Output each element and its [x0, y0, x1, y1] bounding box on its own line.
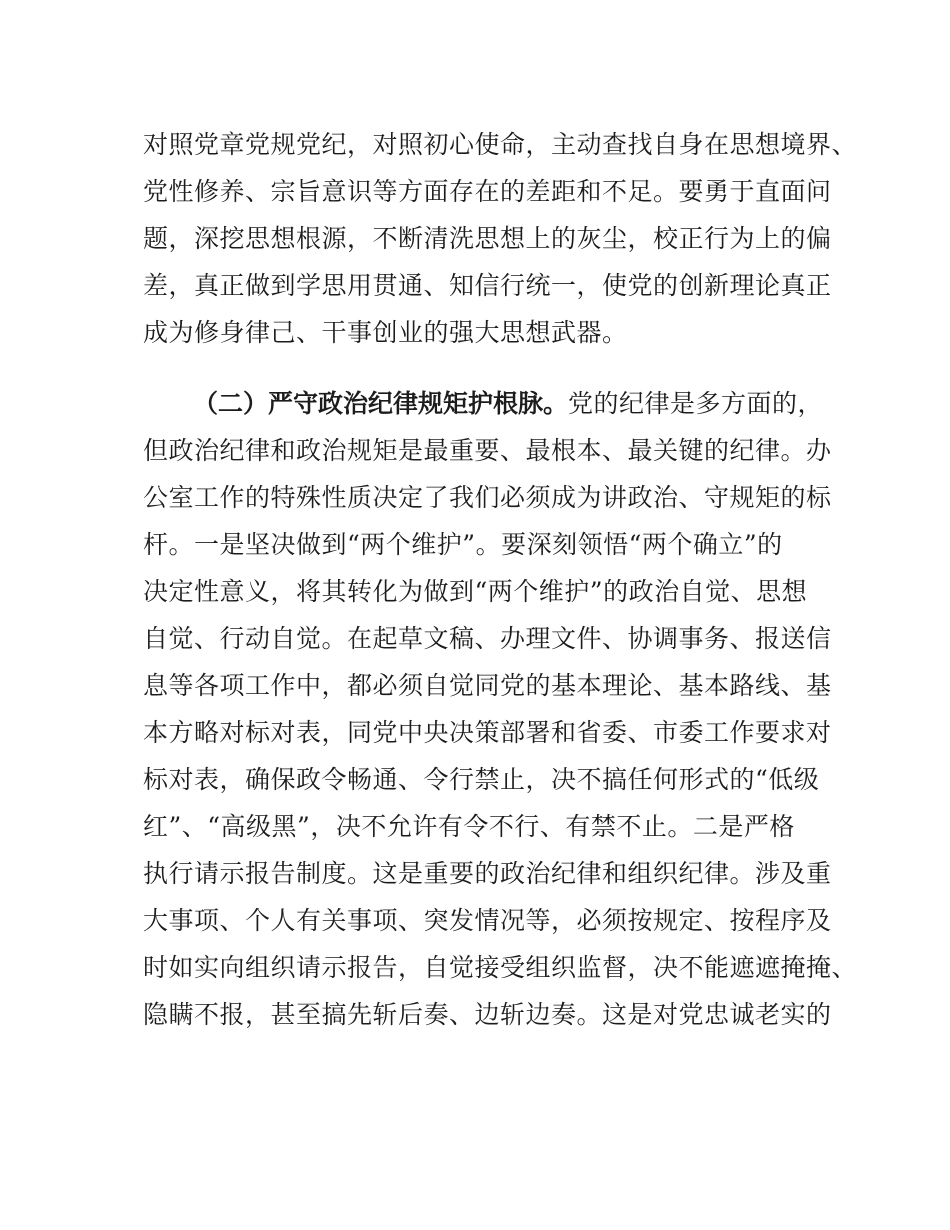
- paragraph2-line-13: 时如实向组织请示报告，自觉接受组织监督，决不能遮遮掩掩、: [143, 953, 858, 982]
- paragraph1-line-3: 题，深挖思想根源，不断清洗思想上的灰尘，校正行为上的偏: [143, 224, 832, 253]
- paragraph2-line-9: 标对表，确保政令畅通、令行禁止，决不搞任何形式的“低级: [143, 765, 820, 794]
- paragraph2-line-11: 执行请示报告制度。这是重要的政治纪律和组织纪律。涉及重: [143, 859, 832, 888]
- paragraph1-line-2: 党性修养、宗旨意识等方面存在的差距和不足。要勇于直面问: [143, 177, 832, 206]
- paragraph2-line-4: 杆。一是坚决做到“两个维护”。要深刻领悟“两个确立”的: [143, 530, 783, 559]
- paragraph2-line-1-rest: 党的纪律是多方面的，: [568, 389, 824, 418]
- paragraph1-line-1: 对照党章党规党纪，对照初心使命，主动查找自身在思想境界、: [143, 130, 858, 159]
- paragraph2-line-2: 但政治纪律和政治规矩是最重要、最根本、最关键的纪律。办: [143, 436, 832, 465]
- paragraph2-line-1: [193, 384, 823, 424]
- section-heading: （二）严守政治纪律规矩护根脉。: [193, 389, 569, 418]
- paragraph2-line-10: 红”、“高级黑”，决不允许有令不行、有禁不止。二是严格: [143, 812, 795, 841]
- paragraph2-line-14: 隐瞒不报，甚至搞先斩后奏、边斩边奏。这是对党忠诚老实的: [143, 1000, 832, 1029]
- paragraph2-line-6: 自觉、行动自觉。在起草文稿、办理文件、协调事务、报送信: [143, 624, 832, 653]
- paragraph1-line-5: 成为修身律己、干事创业的强大思想武器。: [143, 318, 628, 347]
- paragraph1-line-4: 差，真正做到学思用贯通、知信行统一，使党的创新理论真正: [143, 271, 832, 300]
- paragraph2-line-3: 公室工作的特殊性质决定了我们必须成为讲政治、守规矩的标: [143, 483, 832, 512]
- paragraph2-line-7: 息等各项工作中，都必须自觉同党的基本理论、基本路线、基: [143, 671, 832, 700]
- paragraph2-line-5: 决定性意义，将其转化为做到“两个维护”的政治自觉、思想: [143, 577, 808, 606]
- paragraph2-line-12: 大事项、个人有关事项、突发情况等，必须按规定、按程序及: [143, 906, 832, 935]
- paragraph2-line-8: 本方略对标对表，同党中央决策部署和省委、市委工作要求对: [143, 718, 832, 747]
